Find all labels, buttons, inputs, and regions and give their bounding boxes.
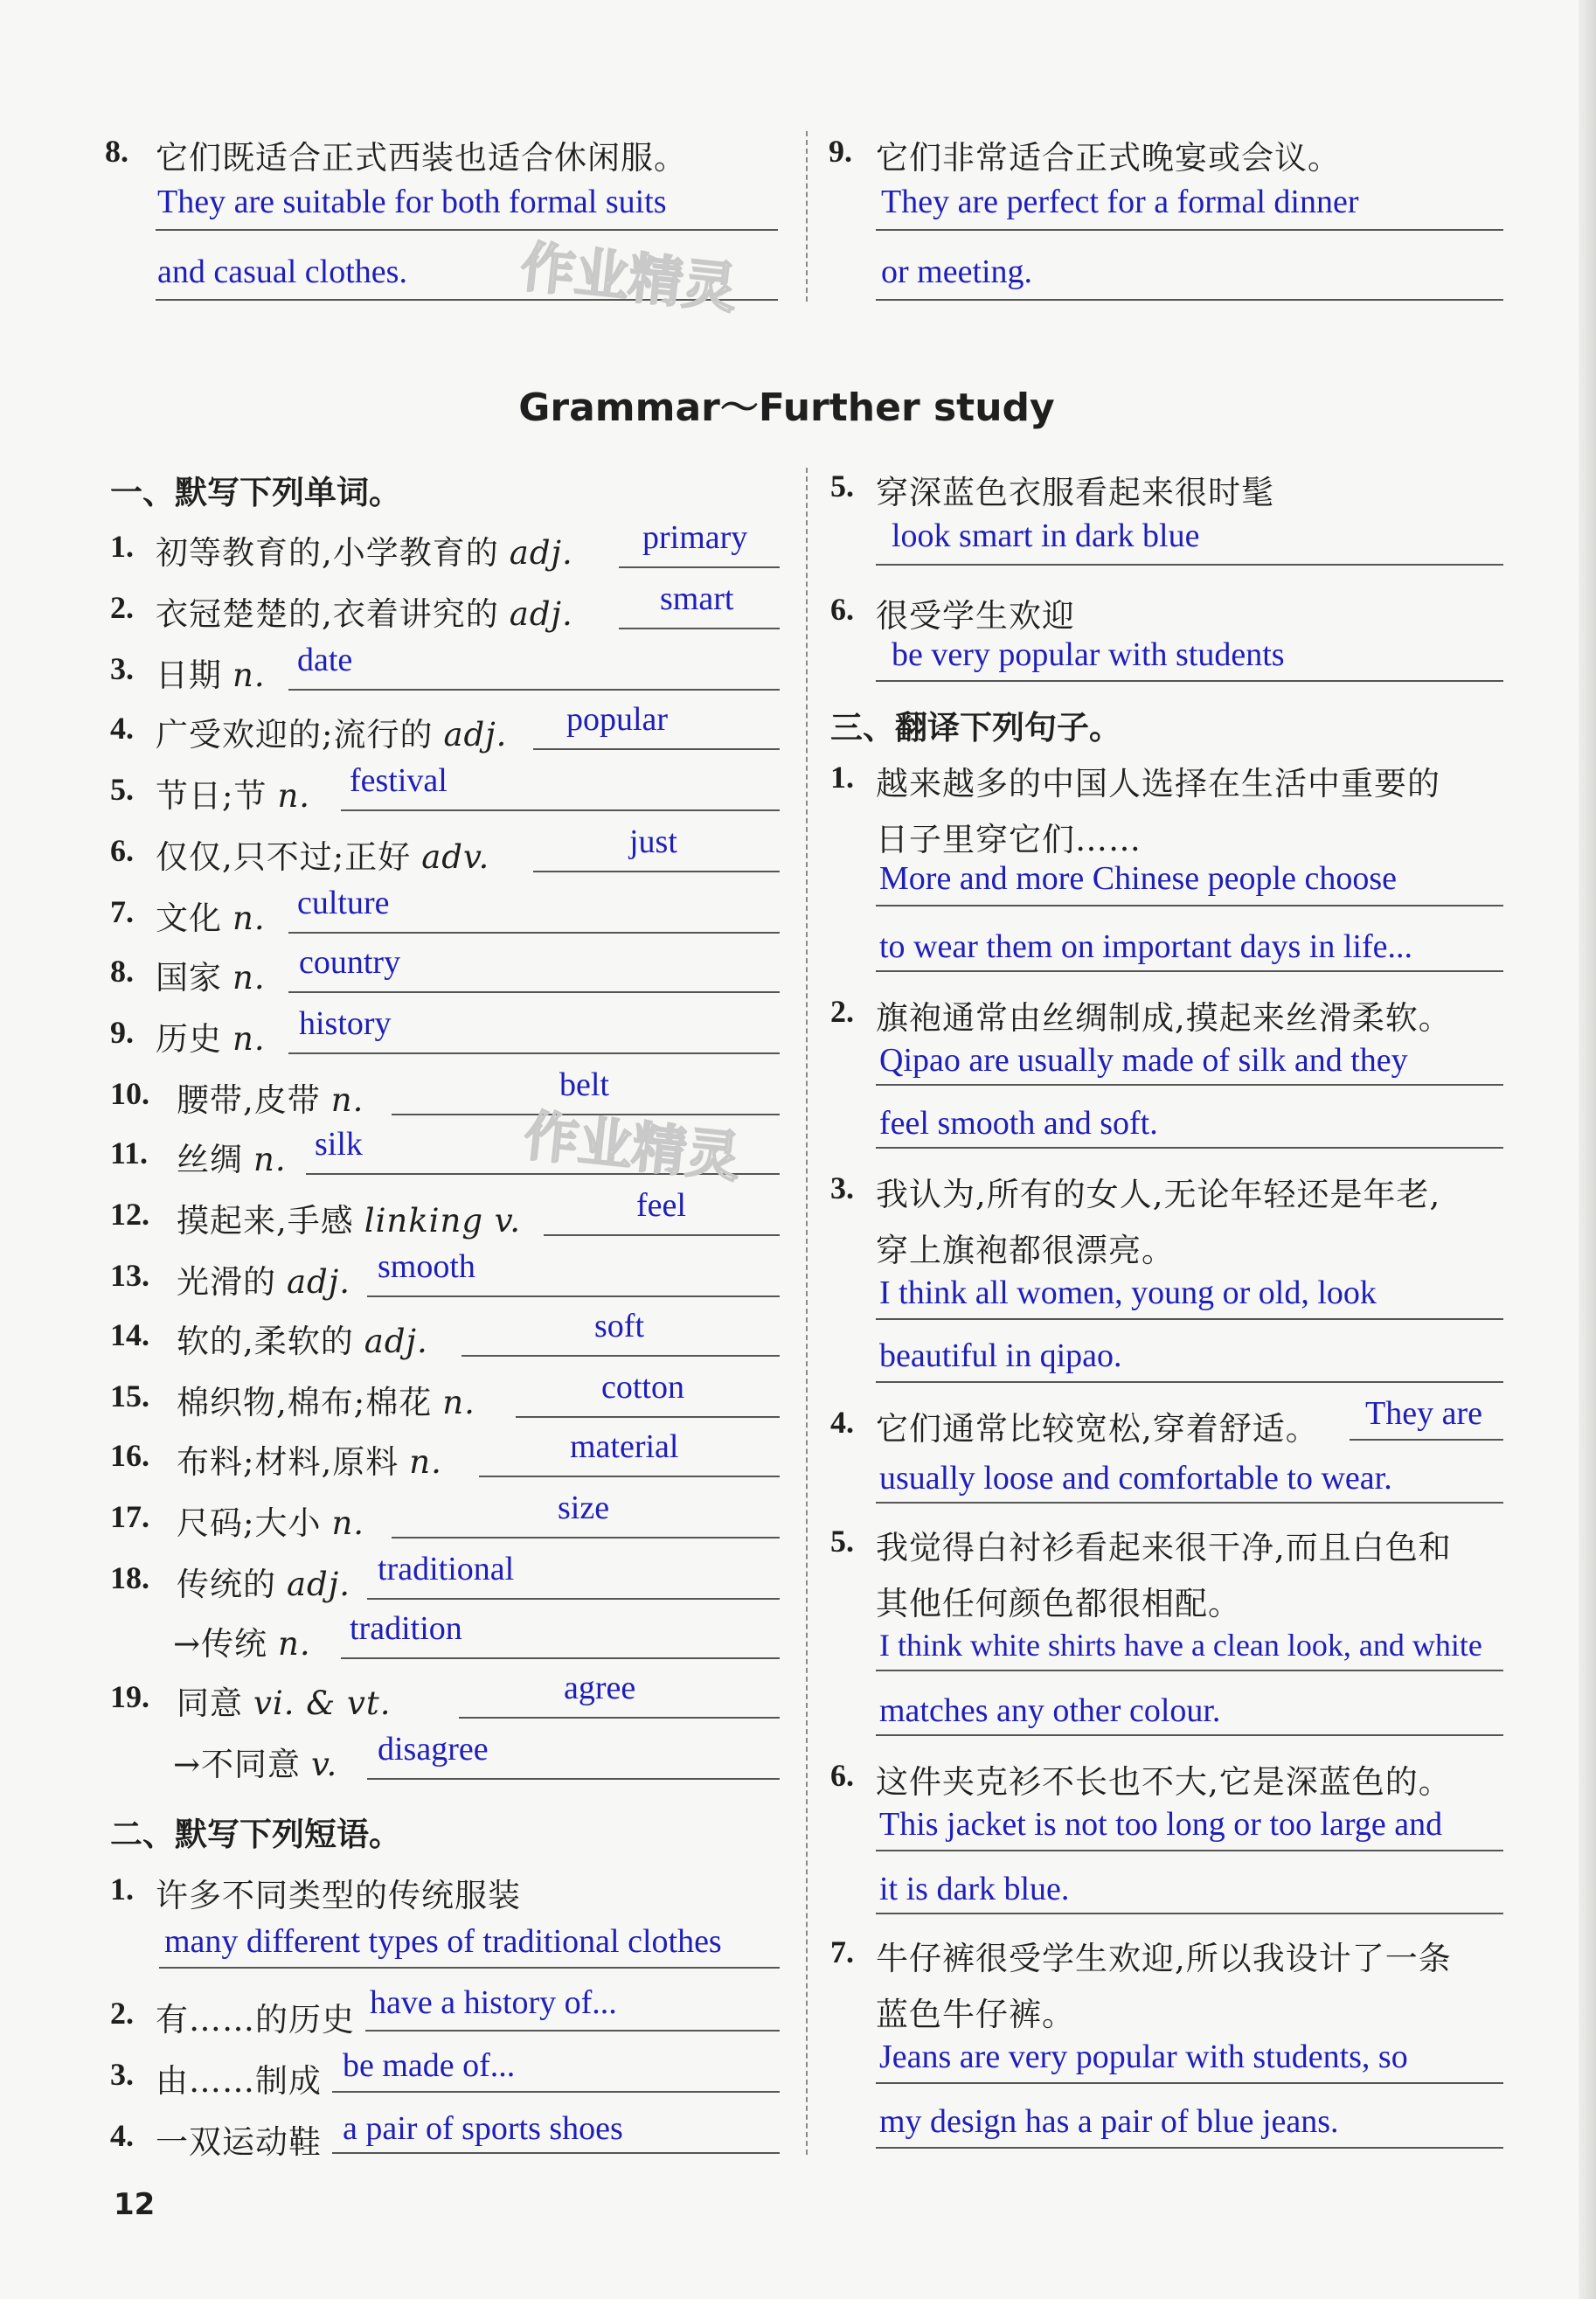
word-12-answer: feel xyxy=(636,1187,686,1224)
phrase-1-number: 1. xyxy=(110,1872,134,1907)
word-8-number: 8. xyxy=(110,954,134,989)
word-13-prompt xyxy=(177,1255,350,1302)
word-14-number: 14. xyxy=(110,1317,149,1352)
answer-line xyxy=(876,299,1503,301)
sentence-1-prompt-line1: 越来越多的中国人选择在生活中重要的 xyxy=(876,765,1440,802)
sentence-3-answer-line2: beautiful in qipao. xyxy=(879,1337,1122,1374)
word-8-answer: country xyxy=(299,944,401,981)
sentence-5-answer-line2: matches any other colour. xyxy=(879,1692,1221,1729)
word-prompt-text: 摸起来,手感 xyxy=(177,1202,354,1240)
word-4-prompt xyxy=(156,708,507,755)
part1-heading: 一、默写下列单词。 xyxy=(110,473,401,511)
sentence-2-answer-line1: Qipao are usually made of silk and they xyxy=(879,1042,1408,1079)
answer-line xyxy=(876,1381,1503,1383)
sentence-2-number: 2. xyxy=(830,994,854,1029)
answer-line xyxy=(876,1734,1503,1736)
part-of-speech: n. xyxy=(278,1625,311,1663)
phrase-5-answer: look smart in dark blue xyxy=(892,517,1200,554)
part-of-speech: n. xyxy=(232,656,266,694)
sentence-5-number: 5. xyxy=(830,1524,854,1559)
part-of-speech: adj. xyxy=(509,595,573,633)
answer-line xyxy=(619,566,780,568)
word-2-prompt xyxy=(156,587,573,635)
q9-prompt: 它们非常适合正式晚宴或会议。 xyxy=(876,139,1341,177)
answer-line xyxy=(365,2030,780,2032)
word-18-prompt xyxy=(177,1558,350,1605)
q8-answer-line1: They are suitable for both formal suits xyxy=(157,184,667,220)
q9-number: 9. xyxy=(829,134,852,169)
page-number: 12 xyxy=(114,2187,156,2222)
word-17-number: 17. xyxy=(110,1499,149,1534)
sentence-2-answer-line2: feel smooth and soft. xyxy=(879,1105,1158,1142)
word-prompt-text: 广受欢迎的;流行的 xyxy=(156,716,434,754)
answer-line xyxy=(876,1318,1503,1320)
sentence-1-number: 1. xyxy=(830,760,854,795)
answer-line xyxy=(876,1670,1503,1671)
word-3-prompt xyxy=(156,649,266,696)
part-of-speech: n. xyxy=(331,1504,365,1542)
word-5-number: 5. xyxy=(110,772,134,807)
word-14-prompt xyxy=(177,1315,428,1362)
sentence-3-number: 3. xyxy=(830,1170,854,1205)
word-1-answer: primary xyxy=(642,519,748,556)
word-7-prompt xyxy=(156,892,266,939)
word-prompt-text: 仅仅,只不过;正好 xyxy=(156,838,412,876)
column-divider xyxy=(806,468,808,2155)
word-10-answer: belt xyxy=(559,1066,609,1103)
word-5-prompt xyxy=(156,769,310,816)
sentence-7-answer-line2: my design has a pair of blue jeans. xyxy=(879,2103,1339,2140)
phrase-4-number: 4. xyxy=(110,2118,134,2153)
part3-heading: 三、翻译下列句子。 xyxy=(830,708,1121,747)
watermark: 作业精灵 xyxy=(521,1103,744,1190)
word-3-answer: date xyxy=(297,642,353,678)
part-of-speech: n. xyxy=(330,1081,364,1119)
part-of-speech: linking v. xyxy=(364,1202,522,1240)
word-prompt-text: 丝绸 xyxy=(177,1141,243,1178)
sentence-7-prompt-line2: 蓝色牛仔裤。 xyxy=(876,1996,1075,2033)
answer-line xyxy=(288,932,780,934)
word-prompt-text: 文化 xyxy=(156,899,222,937)
word-16-prompt xyxy=(177,1435,442,1483)
sentence-7-number: 7. xyxy=(830,1934,854,1969)
phrase-2-answer: have a history of... xyxy=(370,1984,617,2021)
word-17-prompt xyxy=(177,1497,364,1544)
part-of-speech: n. xyxy=(409,1443,442,1481)
word-prompt-text: 尺码;大小 xyxy=(177,1504,322,1542)
word-9-number: 9. xyxy=(110,1015,134,1050)
phrase-4-prompt: 一双运动鞋 xyxy=(156,2123,322,2161)
word-prompt-text: 日期 xyxy=(156,656,222,694)
part-of-speech: n. xyxy=(232,1020,266,1058)
word-21-answer: disagree xyxy=(378,1731,489,1768)
phrase-1-prompt: 许多不同类型的传统服装 xyxy=(156,1877,521,1914)
sentence-7-answer-line1: Jeans are very popular with students, so xyxy=(879,2039,1408,2075)
part-of-speech: adj. xyxy=(364,1323,428,1360)
word-7-number: 7. xyxy=(110,894,134,929)
word-20-answer: agree xyxy=(564,1670,636,1706)
word-10-prompt xyxy=(177,1073,364,1121)
answer-line xyxy=(876,1850,1503,1851)
q8-answer-line2: and casual clothes. xyxy=(157,254,407,290)
answer-line xyxy=(533,871,780,872)
answer-line xyxy=(544,1234,780,1236)
answer-line xyxy=(367,1598,780,1600)
answer-line xyxy=(876,2147,1503,2149)
answer-line xyxy=(367,1778,780,1780)
q8-prompt: 它们既适合正式西装也适合休闲服。 xyxy=(156,139,687,177)
part-of-speech: vi. & vt. xyxy=(253,1684,392,1722)
answer-line xyxy=(341,809,780,811)
answer-line xyxy=(516,1416,780,1418)
word-6-prompt xyxy=(156,830,489,878)
word-prompt-text: 初等教育的,小学教育的 xyxy=(156,534,499,572)
phrase-2-prompt: 有……的历史 xyxy=(156,2001,355,2039)
answer-line xyxy=(159,1967,780,1969)
sentence-4-prompt: 它们通常比较宽松,穿着舒适。 xyxy=(876,1410,1319,1448)
answer-line xyxy=(288,1052,780,1054)
answer-line xyxy=(459,1717,780,1719)
word-prompt-text: 衣冠楚楚的,衣着讲究的 xyxy=(156,595,499,633)
answer-line xyxy=(876,229,1503,231)
sentence-6-answer-line2: it is dark blue. xyxy=(879,1871,1070,1907)
phrase-3-prompt: 由……制成 xyxy=(156,2062,322,2100)
word-4-number: 4. xyxy=(110,711,134,746)
sentence-6-answer-line1: This jacket is not too long or too large and xyxy=(879,1806,1443,1843)
answer-line xyxy=(876,2082,1503,2084)
word-2-answer: smart xyxy=(660,580,734,617)
word-11-prompt xyxy=(177,1133,287,1180)
answer-line xyxy=(288,689,780,691)
word-prompt-text: 传统的 xyxy=(177,1566,276,1603)
word-prompt-text: 历史 xyxy=(156,1020,222,1058)
answer-line xyxy=(876,564,1503,566)
answer-line xyxy=(461,1355,780,1357)
word-prompt-text: 棉织物,棉布;棉花 xyxy=(177,1384,433,1421)
sentence-6-number: 6. xyxy=(830,1758,854,1793)
sentence-3-answer-line1: I think all women, young or old, look xyxy=(879,1275,1377,1311)
word-20-prompt xyxy=(177,1677,392,1724)
word-15-number: 15. xyxy=(110,1379,149,1413)
answer-line xyxy=(332,2091,780,2093)
part-of-speech: n. xyxy=(232,899,266,937)
sentence-4-number: 4. xyxy=(830,1405,854,1440)
word-9-prompt xyxy=(156,1012,266,1059)
answer-line xyxy=(876,1147,1503,1149)
sentence-7-prompt-line1: 牛仔裤很受学生欢迎,所以我设计了一条 xyxy=(876,1940,1452,1977)
answer-line xyxy=(876,1913,1503,1914)
answer-line xyxy=(876,1502,1503,1504)
part-of-speech: adj. xyxy=(287,1566,350,1603)
word-9-answer: history xyxy=(299,1005,392,1042)
answer-line xyxy=(156,229,778,231)
sentence-5-prompt-line2: 其他任何颜色都很相配。 xyxy=(876,1585,1241,1622)
word-15-answer: cotton xyxy=(601,1369,684,1406)
word-6-answer: just xyxy=(629,823,677,860)
phrase-3-answer: be made of... xyxy=(343,2047,516,2084)
phrase-1-answer: many different types of traditional clothes xyxy=(164,1923,722,1960)
word-1-number: 1. xyxy=(110,529,134,564)
sentence-1-answer-line1: More and more Chinese people choose xyxy=(879,860,1397,897)
phrase-6-answer: be very popular with students xyxy=(892,636,1285,673)
word-2-number: 2. xyxy=(110,590,134,625)
page-edge xyxy=(1579,0,1596,2299)
word-12-prompt xyxy=(177,1194,521,1241)
answer-line xyxy=(876,905,1503,906)
word-19-prompt xyxy=(173,1617,311,1664)
sentence-5-answer-line1: I think white shirts have a clean look, and white xyxy=(879,1628,1482,1663)
word-6-number: 6. xyxy=(110,833,134,868)
answer-line xyxy=(619,628,780,629)
word-20-number: 19. xyxy=(110,1679,149,1714)
word-18-answer: traditional xyxy=(378,1551,515,1587)
word-prompt-text: →不同意 xyxy=(173,1746,302,1783)
word-prompt-text: 光滑的 xyxy=(177,1263,276,1301)
word-17-answer: size xyxy=(558,1490,610,1526)
part2-heading: 二、默写下列短语。 xyxy=(110,1815,401,1853)
word-15-prompt xyxy=(177,1376,475,1423)
word-prompt-text: 节日;节 xyxy=(156,777,267,815)
word-11-answer: silk xyxy=(315,1126,363,1163)
sentence-4-answer-line2: usually loose and comfortable to wear. xyxy=(879,1460,1392,1497)
part-of-speech: n. xyxy=(232,959,266,997)
word-16-number: 16. xyxy=(110,1438,149,1473)
sentence-4-answer-line1: They are xyxy=(1365,1395,1482,1432)
sentence-2-prompt: 旗袍通常由丝绸制成,摸起来丝滑柔软。 xyxy=(876,999,1452,1037)
phrase-3-number: 3. xyxy=(110,2057,134,2092)
word-21-prompt xyxy=(173,1738,337,1785)
answer-line xyxy=(341,1657,780,1659)
word-prompt-text: 国家 xyxy=(156,959,222,997)
word-13-answer: smooth xyxy=(378,1248,475,1285)
part-of-speech: adj. xyxy=(287,1263,350,1301)
part-of-speech: v. xyxy=(311,1746,338,1783)
word-prompt-text: →传统 xyxy=(173,1625,268,1663)
q8-number: 8. xyxy=(105,134,128,169)
word-19-answer: tradition xyxy=(350,1610,462,1647)
word-13-number: 13. xyxy=(110,1258,149,1293)
answer-line xyxy=(533,748,780,750)
phrase-5-prompt: 穿深蓝色衣服看起来很时髦 xyxy=(876,474,1274,511)
answer-line xyxy=(392,1537,780,1538)
word-11-number: 11. xyxy=(110,1136,149,1170)
word-8-prompt xyxy=(156,951,266,998)
word-3-number: 3. xyxy=(110,651,134,686)
word-7-answer: culture xyxy=(297,885,390,921)
phrase-5-number: 5. xyxy=(830,469,854,504)
answer-line xyxy=(288,991,780,993)
word-16-answer: material xyxy=(570,1428,679,1465)
column-divider xyxy=(806,131,808,302)
sentence-1-answer-line2: to wear them on important days in life... xyxy=(879,928,1412,965)
answer-line xyxy=(876,680,1503,682)
word-prompt-text: 腰带,皮带 xyxy=(177,1081,321,1119)
sentence-3-prompt-line1: 我认为,所有的女人,无论年轻还是年老, xyxy=(876,1176,1441,1213)
sentence-5-prompt-line1: 我觉得白衬衫看起来很干净,而且白色和 xyxy=(876,1529,1452,1566)
q9-answer-line1: They are perfect for a formal dinner xyxy=(881,184,1359,220)
section-title: Grammar～Further study xyxy=(518,385,1055,430)
part-of-speech: n. xyxy=(442,1384,475,1421)
phrase-4-answer: a pair of sports shoes xyxy=(343,2110,623,2147)
part-of-speech: adv. xyxy=(421,838,490,876)
q9-answer-line2: or meeting. xyxy=(881,254,1033,290)
phrase-6-prompt: 很受学生欢迎 xyxy=(876,597,1075,635)
word-1-prompt xyxy=(156,526,573,573)
answer-line xyxy=(367,1295,780,1297)
part-of-speech: n. xyxy=(277,777,311,815)
watermark: 作业精灵 xyxy=(517,234,740,321)
answer-line xyxy=(876,970,1503,972)
word-5-answer: festival xyxy=(350,762,448,799)
word-10-number: 10. xyxy=(110,1076,149,1111)
part-of-speech: n. xyxy=(253,1141,287,1178)
answer-line xyxy=(332,2152,780,2154)
word-12-number: 12. xyxy=(110,1197,149,1232)
phrase-2-number: 2. xyxy=(110,1996,134,2031)
word-prompt-text: 布料;材料,原料 xyxy=(177,1443,399,1481)
answer-line xyxy=(876,1084,1503,1086)
part-of-speech: adj. xyxy=(443,716,508,754)
sentence-6-prompt: 这件夹克衫不长也不大,它是深蓝色的。 xyxy=(876,1763,1452,1801)
answer-line xyxy=(479,1476,780,1477)
word-prompt-text: 同意 xyxy=(177,1684,243,1722)
word-4-answer: popular xyxy=(566,701,669,738)
sentence-3-prompt-line2: 穿上旗袍都很漂亮。 xyxy=(876,1232,1175,1269)
word-prompt-text: 软的,柔软的 xyxy=(177,1323,354,1360)
part-of-speech: adj. xyxy=(509,534,573,572)
word-18-number: 18. xyxy=(110,1560,149,1595)
phrase-6-number: 6. xyxy=(830,592,854,627)
sentence-1-prompt-line2: 日子里穿它们…… xyxy=(876,821,1141,858)
word-14-answer: soft xyxy=(594,1308,644,1344)
answer-line xyxy=(1350,1439,1503,1441)
